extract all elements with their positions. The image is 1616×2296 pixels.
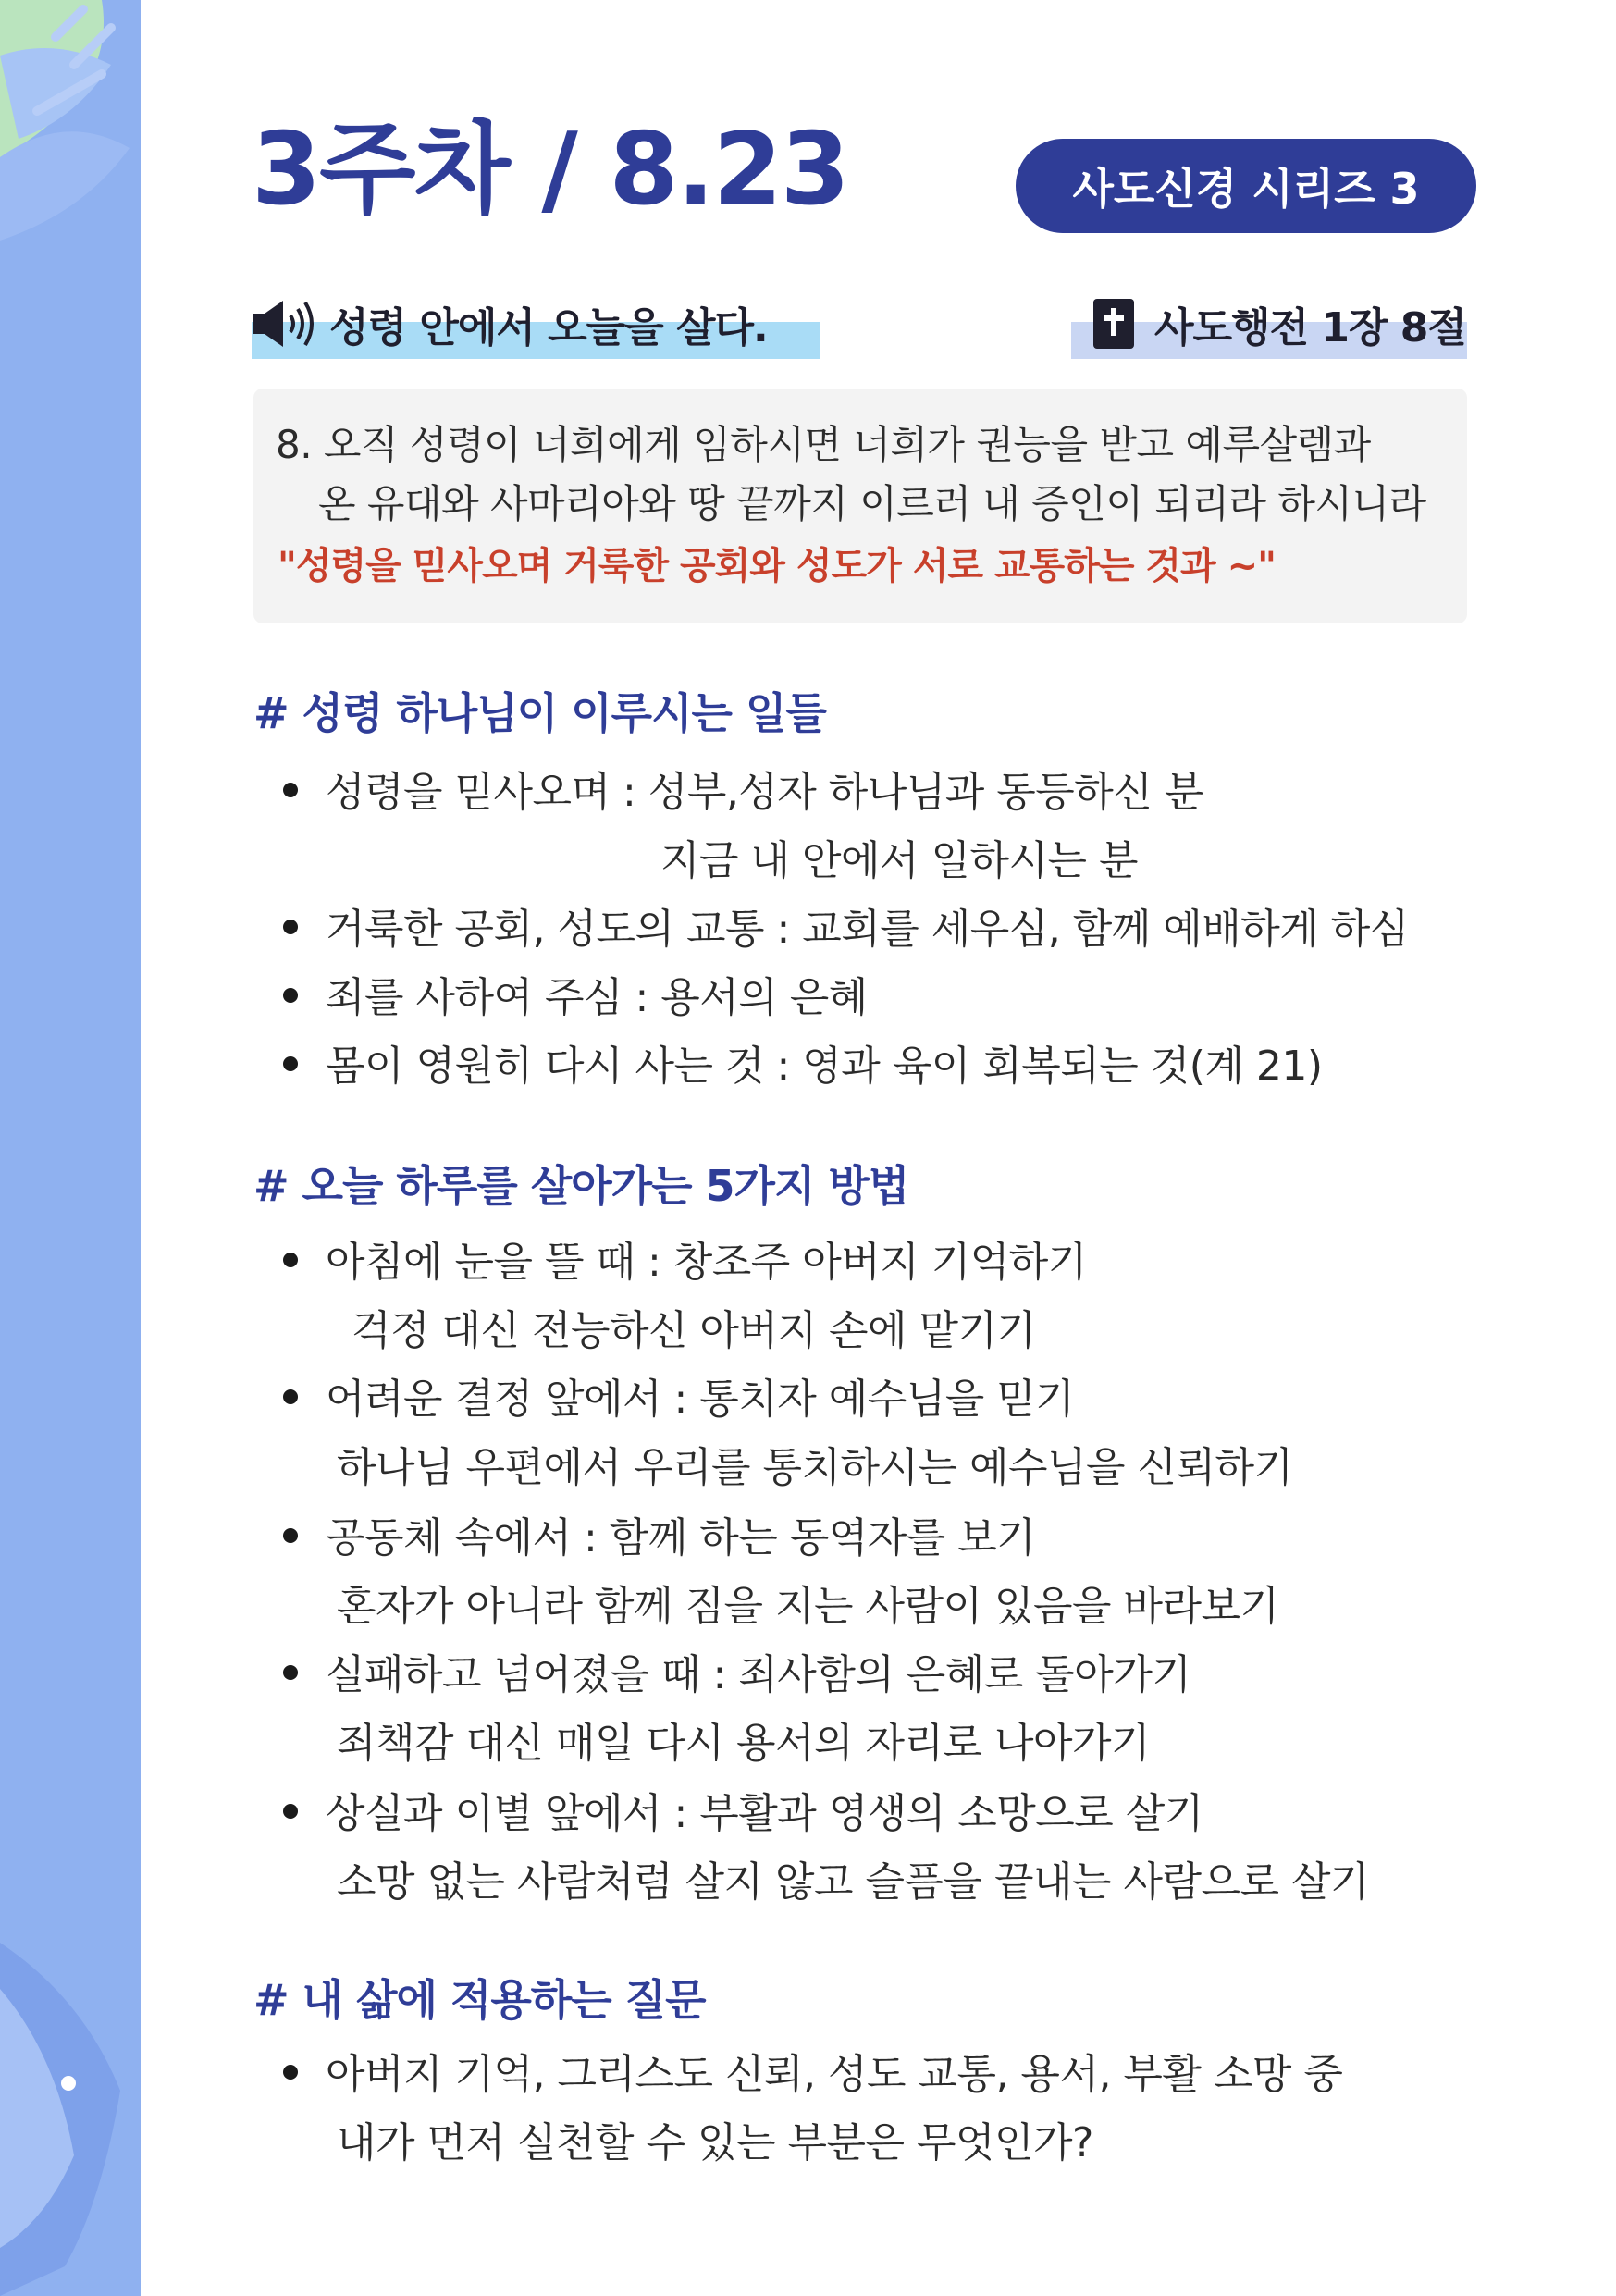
scripture-reference-text: 사도행전 1장 8절 bbox=[1154, 304, 1466, 352]
section-title-holy-spirit: # 성령 하나님이 이루시는 일들 bbox=[253, 688, 826, 738]
bullet-icon bbox=[283, 783, 298, 797]
speaker-icon bbox=[252, 295, 316, 352]
bullet-icon bbox=[283, 1665, 298, 1680]
theme-text: 성령 안에서 오늘을 살다. bbox=[329, 304, 768, 352]
bullet-icon bbox=[283, 1253, 298, 1267]
series-badge: 사도신경 시리즈 3 bbox=[1016, 139, 1476, 233]
section-title-five-ways: # 오늘 하루를 살아가는 5가지 방법 bbox=[253, 1161, 909, 1211]
list-item: 아침에 눈을 뜰 때 : 창조주 아버지 기억하기 bbox=[326, 1239, 1087, 1286]
bullet-icon bbox=[283, 1528, 298, 1543]
side-decoration bbox=[0, 0, 141, 2296]
bullet-icon bbox=[283, 1056, 298, 1071]
verse-quote: "성령을 믿사오며 거룩한 공회와 성도가 서로 교통하는 것과 ~" bbox=[278, 545, 1276, 587]
list-item: 성령을 믿사오며 : 성부,성자 하나님과 동등하신 분 bbox=[326, 769, 1203, 816]
bullet-icon bbox=[283, 1389, 298, 1404]
page-title: 3주차 / 8.23 bbox=[252, 112, 848, 228]
bible-icon bbox=[1092, 297, 1136, 351]
scripture-reference bbox=[1071, 289, 1466, 359]
list-item: 상실과 이별 앞에서 : 부활과 영생의 소망으로 살기 bbox=[326, 1790, 1203, 1837]
list-item-sub: 지금 내 안에서 일하시는 분 bbox=[660, 837, 1138, 884]
bullet-icon bbox=[283, 2065, 298, 2080]
section-title-application: # 내 삶에 적용하는 질문 bbox=[253, 1975, 706, 2025]
list-item: 어려운 결정 앞에서 : 통치자 예수님을 믿기 bbox=[326, 1376, 1075, 1423]
bullet-icon bbox=[283, 1804, 298, 1819]
list-item-sub: 내가 먼저 실천할 수 있는 부분은 무엇인가? bbox=[337, 2119, 1093, 2166]
list-item: 아버지 기억, 그리스도 신뢰, 성도 교통, 용서, 부활 소망 중 bbox=[326, 2051, 1343, 2098]
verse-line-1: 8. 오직 성령이 너희에게 임하시면 너희가 권능을 받고 예루살렘과 bbox=[276, 422, 1371, 467]
bullet-icon bbox=[283, 920, 298, 934]
leaf-decoration-icon bbox=[0, 0, 141, 2296]
list-item-sub: 죄책감 대신 매일 다시 용서의 자리로 나아가기 bbox=[337, 1720, 1150, 1767]
bullet-icon bbox=[283, 988, 298, 1003]
list-item: 몸이 영원히 다시 사는 것 : 영과 육이 회복되는 것(계 21) bbox=[326, 1043, 1323, 1090]
list-item-sub: 하나님 우편에서 우리를 통치하시는 예수님을 신뢰하기 bbox=[337, 1444, 1293, 1491]
list-item-sub: 소망 없는 사람처럼 살지 않고 슬픔을 끝내는 사람으로 살기 bbox=[337, 1858, 1369, 1906]
list-item: 죄를 사하여 주심 : 용서의 은혜 bbox=[326, 974, 868, 1021]
sermon-theme bbox=[252, 289, 768, 359]
list-item: 실패하고 넘어졌을 때 : 죄사함의 은혜로 돌아가기 bbox=[326, 1651, 1191, 1698]
list-item: 거룩한 공회, 성도의 교통 : 교회를 세우심, 함께 예배하게 하심 bbox=[326, 906, 1409, 953]
verse-line-2: 온 유대와 사마리아와 땅 끝까지 이르러 내 증인이 되리라 하시니라 bbox=[318, 481, 1426, 526]
list-item-sub: 혼자가 아니라 함께 짐을 지는 사람이 있음을 바라보기 bbox=[337, 1583, 1279, 1630]
list-item-sub: 걱정 대신 전능하신 아버지 손에 맡기기 bbox=[352, 1307, 1036, 1354]
verse-box bbox=[253, 389, 1467, 623]
list-item: 공동체 속에서 : 함께 하는 동역자를 보기 bbox=[326, 1514, 1036, 1562]
